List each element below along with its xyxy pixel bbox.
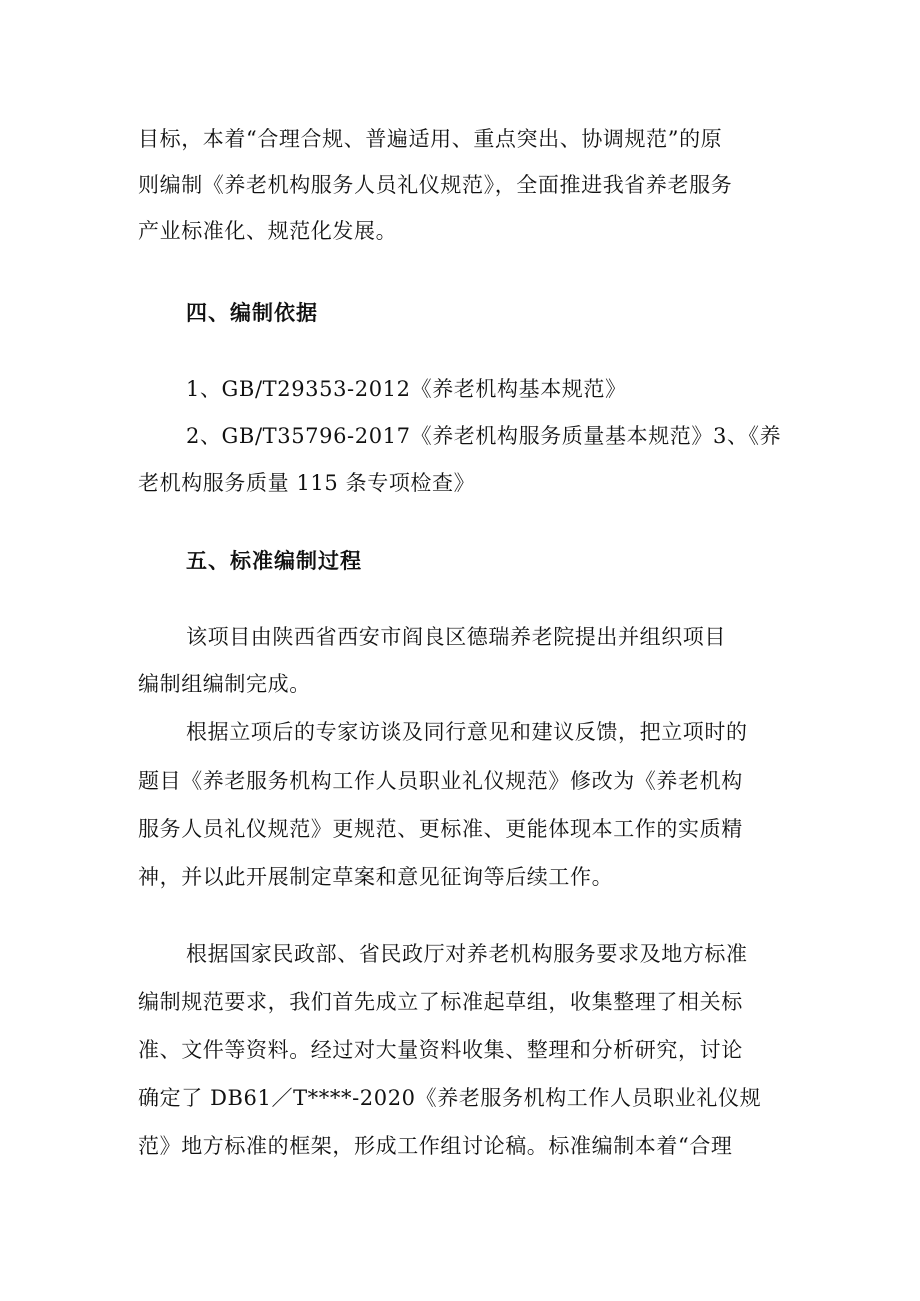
- process-para2-line-1: 根据立项后的专家访谈及同行意见和建议反馈，把立项时的: [186, 720, 748, 744]
- process-para2-line-4: 神，并以此开展制定草案和意见征询等后续工作。: [138, 865, 614, 889]
- reference-item-2: 2、GB/T35796-2017《养老机构服务质量基本规范》3、《养: [186, 424, 782, 448]
- process-para2-line-3: 服务人员礼仪规范》更规范、更标准、更能体现本工作的实质精: [138, 817, 743, 841]
- intro-line-1: 目标，本着“合理合规、普遍适用、重点突出、协调规范”的原: [138, 127, 723, 151]
- intro-line-2: 则编制《养老机构服务人员礼仪规范》，全面推进我省养老服务: [138, 173, 733, 197]
- process-para1-line-2: 编制组编制完成。: [138, 672, 311, 696]
- process-para2-line-2: 题目《养老服务机构工作人员职业礼仪规范》修改为《养老机构: [138, 769, 743, 793]
- reference-item-1: 1、GB/T29353-2012《养老机构基本规范》: [186, 377, 627, 401]
- section-4-heading: 四、编制依据: [186, 301, 318, 325]
- reference-item-2-continued: 老机构服务质量 115 条专项检查》: [138, 471, 476, 495]
- process-para3-line-4: 确定了 DB61／T****-2020《养老服务机构工作人员职业礼仪规: [138, 1086, 762, 1110]
- process-para3-line-1: 根据国家民政部、省民政厅对养老机构服务要求及地方标准: [186, 942, 748, 966]
- process-para3-line-2: 编制规范要求，我们首先成立了标准起草组，收集整理了相关标: [138, 990, 743, 1014]
- process-para1-line-1: 该项目由陕西省西安市阎良区德瑞养老院提出并组织项目: [186, 625, 726, 649]
- section-5-heading: 五、标准编制过程: [186, 549, 362, 573]
- process-para3-line-5: 范》地方标准的框架，形成工作组讨论稿。标准编制本着“合理: [138, 1134, 733, 1158]
- process-para3-line-3: 准、文件等资料。经过对大量资料收集、整理和分析研究，讨论: [138, 1038, 743, 1062]
- intro-line-3: 产业标准化、规范化发展。: [138, 219, 398, 243]
